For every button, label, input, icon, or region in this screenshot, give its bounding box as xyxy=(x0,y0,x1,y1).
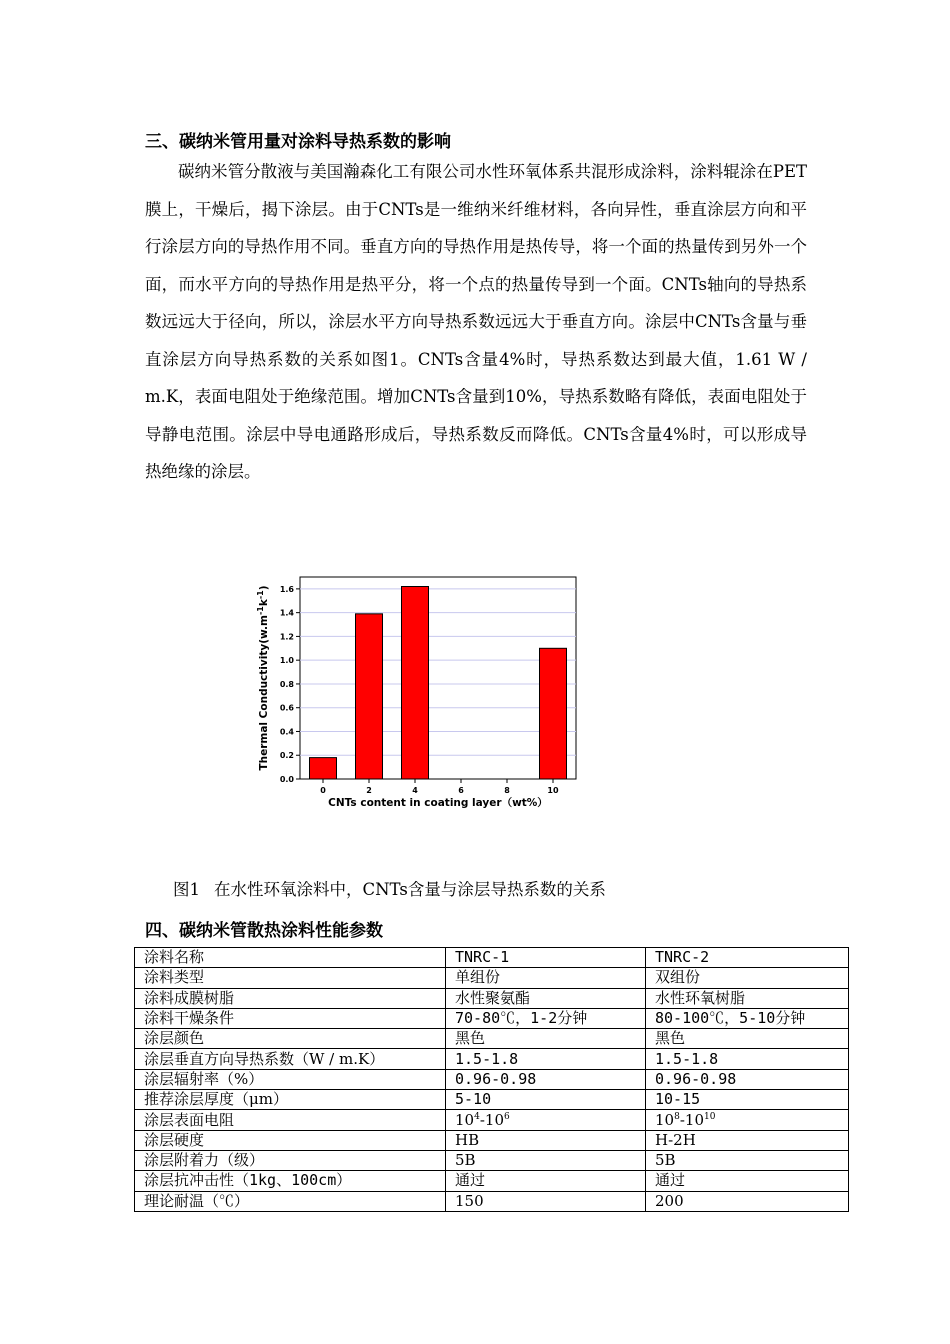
spec-table xyxy=(134,947,849,1212)
section3-paragraph: 碳纳米管分散液与美国瀚森化工有限公司水性环氧体系共混形成涂料，涂料辊涂在PET膜上，干燥后，揭下涂层。由于CNTs是一维纳米纤维材料，各向异性，垂直涂层方向和平行涂层方向的导热作用不同。垂直方向的导热作用是热传导，将一个面的热量传到另外一个面，而水平方向的导热作用是热平分，将一个点的热量传导到一个面。CNTs轴向的导热系数远远大于径向，所以，涂层水平方向导热系数远远大于垂直方向。涂层中CNTs含量与垂直涂层方向导热系数的关系如图1。CNTs含量4%时，导热系数达到最大值，1.61 W / m.K，表面电阻处于绝缘范围。增加CNTs含量到10%，导热系数略有降低，表面电阻处于导静电范围。涂层中导电通路形成后，导热系数反而降低。CNTs含量4%时，可以形成导热绝缘的涂层。 xyxy=(145,162,807,481)
tnrc2-value: $10^8-10^{10}$ xyxy=(646,1110,849,1130)
tnrc2-value: 1.5-1.8 xyxy=(646,1049,849,1069)
table-row xyxy=(135,1171,849,1191)
tnrc2-value: 黑色 xyxy=(646,1029,849,1049)
figure-label: 图1 xyxy=(173,880,200,899)
table-row xyxy=(135,988,849,1008)
param-name: 涂层颜色 xyxy=(135,1029,446,1049)
y-tick-label: 0.6 xyxy=(279,703,294,713)
y-tick-label: 1.6 xyxy=(279,584,294,594)
figure-1 xyxy=(230,545,630,830)
tnrc1-value: 通过 xyxy=(446,1171,646,1191)
bar-2 xyxy=(356,614,383,779)
tnrc1-value: 水性聚氨酯 xyxy=(446,988,646,1008)
param-name: 涂层辐射率（%） xyxy=(135,1069,446,1089)
table-row xyxy=(135,968,849,988)
tnrc1-value: 黑色 xyxy=(446,1029,646,1049)
param-name: 涂料干燥条件 xyxy=(135,1008,446,1028)
x-tick-label: 10 xyxy=(547,786,559,795)
y-axis-label: Thermal $Conductivity(w.m^{-1}k^{-1})$ xyxy=(256,585,270,771)
tnrc1-value: 1.5-1.8 xyxy=(446,1049,646,1069)
tnrc1-value: $10^4-10^6$ xyxy=(446,1110,646,1130)
table-row xyxy=(135,1029,849,1049)
x-tick-label: 8 xyxy=(504,786,510,795)
table-row xyxy=(135,1110,849,1130)
table-row xyxy=(135,1150,849,1170)
conductivity-bar-chart xyxy=(230,545,630,830)
tnrc2-value: 0.96-0.98 xyxy=(646,1069,849,1089)
bar-10 xyxy=(540,648,567,779)
table-row xyxy=(135,1090,849,1110)
table-row xyxy=(135,1191,849,1211)
y-tick-label: 1.0 xyxy=(279,656,294,666)
figure-caption-text: 在水性环氧涂料中，CNTs含量与涂层导热系数的关系 xyxy=(214,880,606,899)
y-tick-label: 1.4 xyxy=(279,608,294,618)
x-tick-label: 4 xyxy=(412,786,418,795)
tnrc2-value: H-2H xyxy=(646,1130,849,1150)
bar-0 xyxy=(310,758,337,779)
tnrc1-value: 单组份 xyxy=(446,968,646,988)
tnrc2-value: 80-100℃，5-10分钟 xyxy=(646,1008,849,1028)
tnrc2-value: 水性环氧树脂 xyxy=(646,988,849,1008)
table-row xyxy=(135,948,849,968)
tnrc2-value: 10-15 xyxy=(646,1090,849,1110)
param-name: 涂层垂直方向导热系数（W / m.K） xyxy=(135,1049,446,1069)
tnrc2-value: 双组份 xyxy=(646,968,849,988)
param-name: 涂层表面电阻 xyxy=(135,1110,446,1130)
figure-caption xyxy=(173,876,606,900)
section3-heading: 三、碳纳米管用量对涂料导热系数的影响 xyxy=(145,132,451,152)
tnrc2-value: TNRC-2 xyxy=(646,948,849,968)
bar-4 xyxy=(402,587,429,779)
param-name: 涂层附着力（级） xyxy=(135,1150,446,1170)
param-name: 推荐涂层厚度（μm） xyxy=(135,1090,446,1110)
tnrc1-value: 150 xyxy=(446,1191,646,1211)
param-name: 理论耐温（℃） xyxy=(135,1191,446,1211)
y-tick-label: 0.8 xyxy=(279,679,294,689)
tnrc1-value: 5B xyxy=(446,1150,646,1170)
y-tick-label: 0.0 xyxy=(279,775,294,784)
tnrc1-value: 0.96-0.98 xyxy=(446,1069,646,1089)
tnrc2-value: 5B xyxy=(646,1150,849,1170)
param-name: 涂层抗冲击性（1kg、100cm） xyxy=(135,1171,446,1191)
plot-area xyxy=(300,577,576,779)
x-axis-label: CNTs content in coating layer（wt%） xyxy=(328,797,548,809)
y-tick-label: 1.2 xyxy=(279,632,294,642)
y-tick-label: 0.4 xyxy=(279,727,294,737)
tnrc2-value: 通过 xyxy=(646,1171,849,1191)
x-tick-label: 2 xyxy=(366,786,372,795)
tnrc1-value: 70-80℃，1-2分钟 xyxy=(446,1008,646,1028)
param-name: 涂料类型 xyxy=(135,968,446,988)
param-name: 涂层硬度 xyxy=(135,1130,446,1150)
table-row xyxy=(135,1049,849,1069)
y-tick-label: 0.2 xyxy=(279,751,294,761)
tnrc1-value: TNRC-1 xyxy=(446,948,646,968)
x-tick-label: 6 xyxy=(458,786,464,795)
table-row xyxy=(135,1130,849,1150)
section4-heading: 四、碳纳米管散热涂料性能参数 xyxy=(145,921,383,941)
param-name: 涂料成膜树脂 xyxy=(135,988,446,1008)
tnrc1-value: HB xyxy=(446,1130,646,1150)
table-row xyxy=(135,1069,849,1089)
param-name: 涂料名称 xyxy=(135,948,446,968)
tnrc1-value: 5-10 xyxy=(446,1090,646,1110)
table-row xyxy=(135,1008,849,1028)
x-tick-label: 0 xyxy=(320,786,326,795)
tnrc2-value: 200 xyxy=(646,1191,849,1211)
